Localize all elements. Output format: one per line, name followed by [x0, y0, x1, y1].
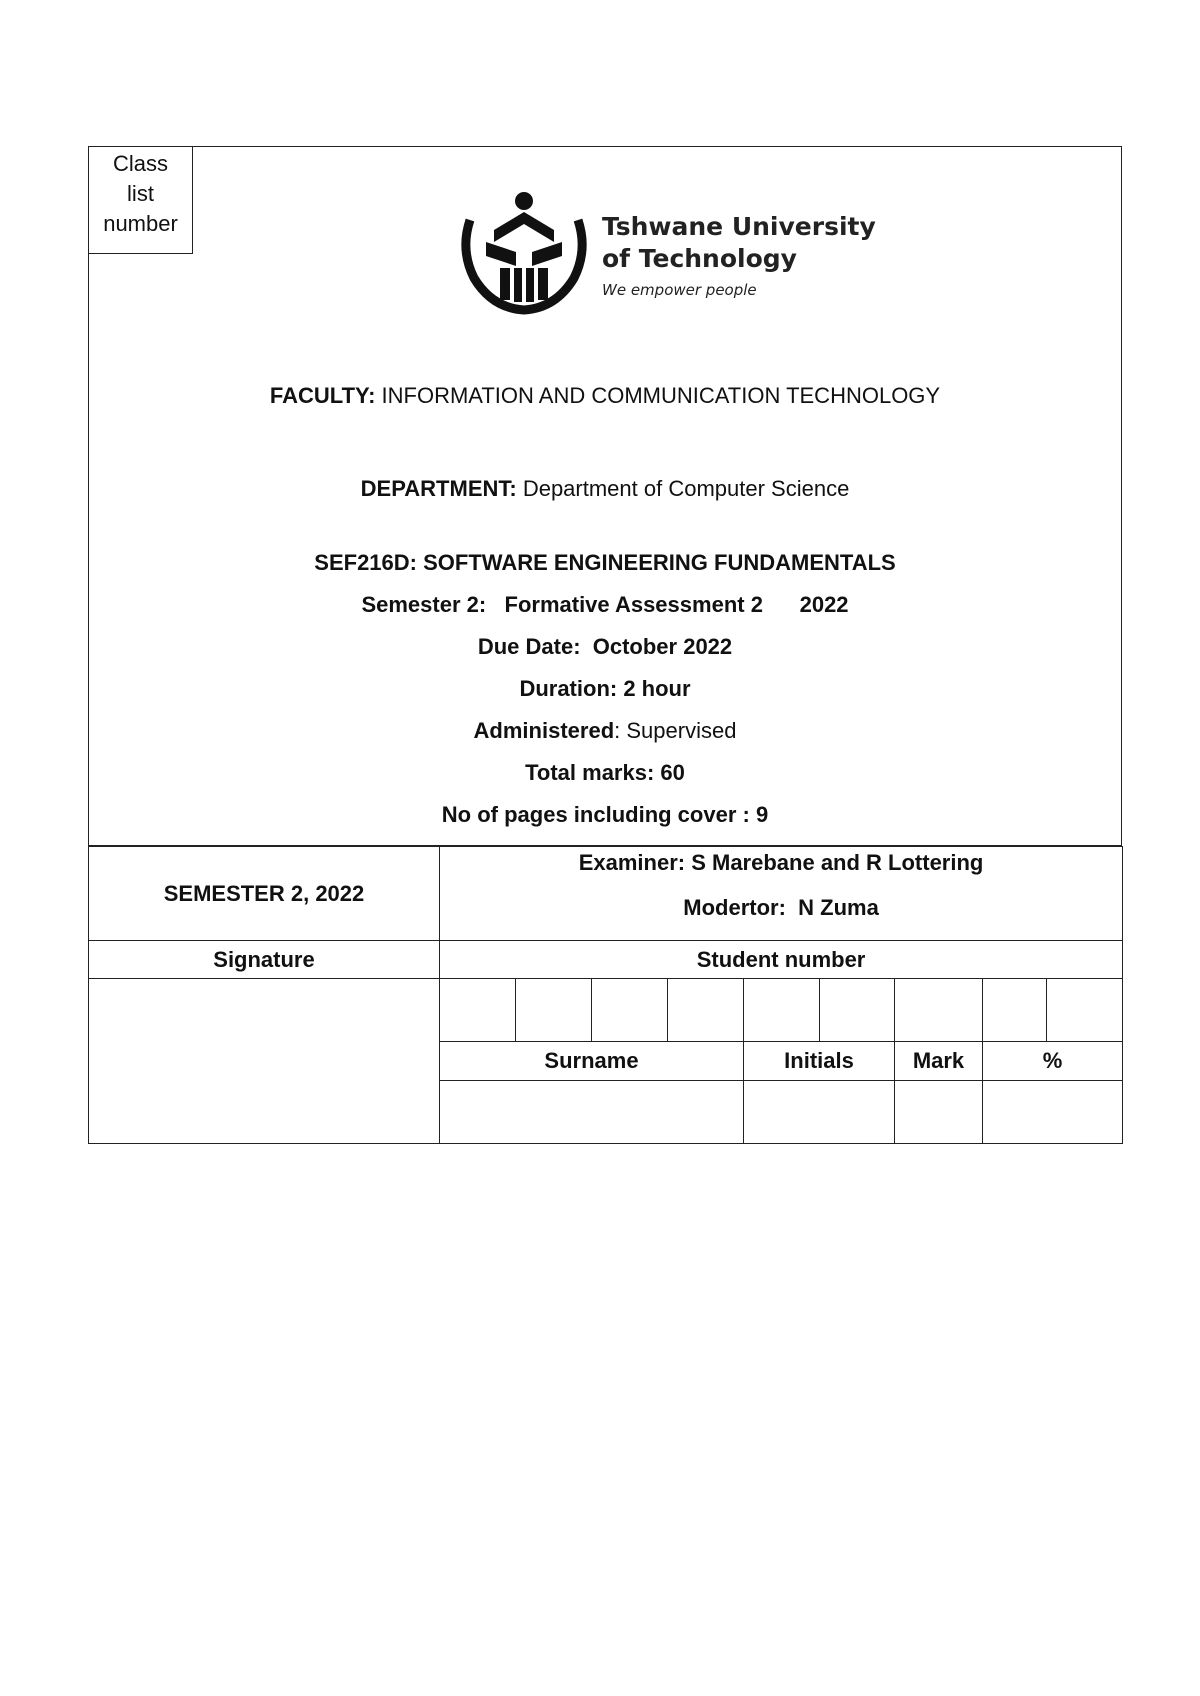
- signature-field[interactable]: [89, 979, 440, 1144]
- faculty-line: [88, 383, 1122, 409]
- due-date-line: Due Date: October 2022: [477, 634, 733, 659]
- logo-emblem-icon: [466, 192, 582, 310]
- class-box-line-2: list: [127, 181, 154, 206]
- administered-label: Administered: [473, 718, 615, 743]
- initials-header: Initials: [744, 1042, 895, 1081]
- student-number-digit-2[interactable]: [516, 979, 592, 1042]
- student-number-digit-9[interactable]: [1047, 979, 1123, 1042]
- class-list-number-box: [88, 146, 193, 254]
- student-details-table: [88, 846, 1123, 1144]
- examiner-text: Examiner: S Marebane and R Lottering: [578, 850, 984, 875]
- administered-line: [88, 718, 1122, 744]
- student-number-row: [89, 979, 1123, 1042]
- initials-field[interactable]: [744, 1081, 895, 1144]
- surname-header: Surname: [440, 1042, 744, 1081]
- signature-header: Signature: [89, 941, 440, 979]
- semester-line: Semester 2: Formative Assessment 2 2022: [361, 592, 849, 617]
- mark-field[interactable]: [895, 1081, 983, 1144]
- logo-name-line2: of Technology: [602, 244, 797, 273]
- faculty-value: INFORMATION AND COMMUNICATION TECHNOLOGY: [381, 383, 941, 408]
- student-number-digit-4[interactable]: [668, 979, 744, 1042]
- faculty-label: FACULTY:: [269, 383, 376, 408]
- header-row: [89, 941, 1123, 979]
- department-value: Department of Computer Science: [522, 476, 850, 501]
- total-marks-line: Total marks: 60: [525, 760, 685, 785]
- student-number-digit-3[interactable]: [592, 979, 668, 1042]
- moderator-text: Modertor: N Zuma: [683, 895, 879, 920]
- student-number-digit-1[interactable]: [440, 979, 516, 1042]
- logo-name-line1: Tshwane University: [602, 212, 876, 241]
- examiner-cell: [440, 847, 1123, 941]
- student-number-digit-6[interactable]: [820, 979, 895, 1042]
- class-box-line-1: Class: [112, 151, 168, 176]
- semester-cell: SEMESTER 2, 2022: [89, 847, 440, 941]
- semester-row: [89, 847, 1123, 941]
- administered-value: : Supervised: [614, 718, 737, 743]
- percent-header: %: [983, 1042, 1123, 1081]
- mark-header: Mark: [895, 1042, 983, 1081]
- student-number-digit-8[interactable]: [983, 979, 1047, 1042]
- course-title: SEF216D: SOFTWARE ENGINEERING FUNDAMENTALS: [314, 550, 896, 575]
- university-logo: [456, 190, 876, 320]
- student-number-digit-5[interactable]: [744, 979, 820, 1042]
- student-number-header: Student number: [440, 941, 1123, 979]
- department-label: DEPARTMENT:: [360, 476, 517, 501]
- student-number-digit-7[interactable]: [895, 979, 983, 1042]
- duration-line: Duration: 2 hour: [519, 676, 691, 701]
- department-line: [88, 476, 1122, 502]
- class-box-line-3: number: [103, 211, 178, 236]
- logo-tagline: We empower people: [602, 281, 757, 299]
- pages-line: No of pages including cover : 9: [441, 802, 769, 827]
- surname-field[interactable]: [440, 1081, 744, 1144]
- percent-field[interactable]: [983, 1081, 1123, 1144]
